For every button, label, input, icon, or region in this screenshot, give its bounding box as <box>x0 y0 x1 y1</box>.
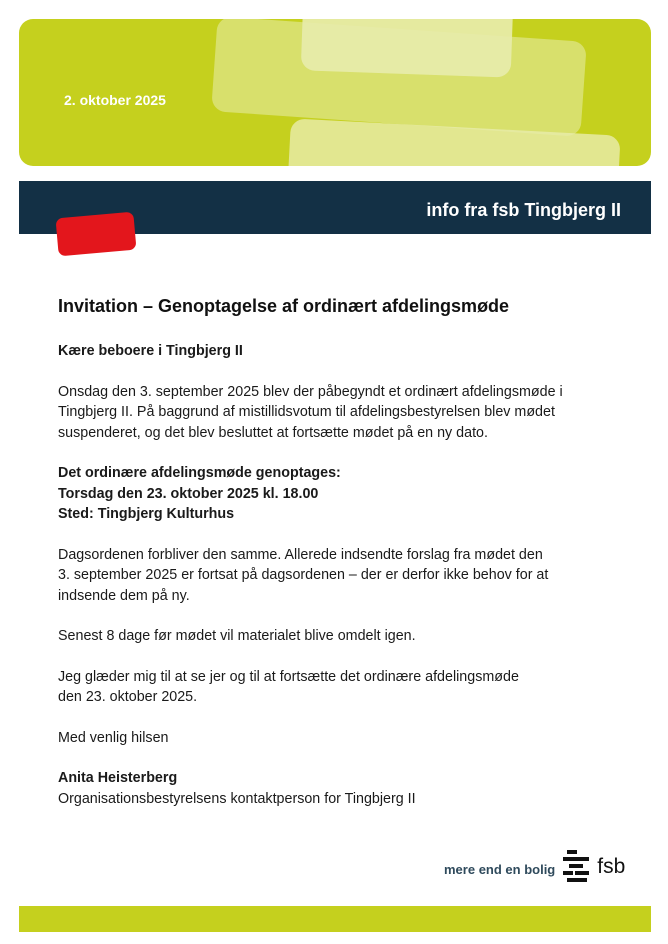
banner-decoration-shape <box>301 19 513 78</box>
letter-body <box>58 296 618 809</box>
meeting-time: Torsdag den 23. oktober 2025 kl. 18.00 <box>58 485 319 502</box>
fsb-logo-text: fsb <box>597 855 626 878</box>
text-line: Dagsordenen forbliver den samme. Allerede indsendte forslag fra mødet den <box>58 546 543 563</box>
header-banner <box>19 19 651 166</box>
tagline: mere end en bolig <box>444 862 556 877</box>
text-line: Onsdag den 3. september 2025 blev der påbegyndt et ordinært afdelingsmøde i <box>58 383 563 400</box>
closing: Med venlig hilsen <box>58 729 169 746</box>
signer-title: Organisationsbestyrelsens kontaktperson for Tingbjerg II <box>58 790 416 807</box>
text-line: 3. september 2025 er fortsat på dagsordenen – der er derfor ikke behov for at <box>58 567 549 583</box>
greeting: Kære beboere i Tingbjerg II <box>58 343 243 359</box>
letter-date: 2. oktober 2025 <box>64 92 166 108</box>
paragraph-agenda <box>58 545 618 607</box>
footer-logo <box>444 848 625 882</box>
letter-title: Invitation – Genoptagelse af ordinært afdelingsmøde <box>58 296 510 316</box>
signature <box>58 768 618 809</box>
signer-name: Anita Heisterberg <box>58 770 178 786</box>
paragraph-closing-remark <box>58 667 618 708</box>
paragraph-intro <box>58 382 618 444</box>
footer-bar <box>19 906 651 932</box>
red-accent-shape <box>55 212 136 257</box>
text-line: Tingbjerg II. På baggrund af mistillidsvotum til afdelingsbestyrelsen blev mødet <box>58 404 555 420</box>
text-line: indsende dem på ny. <box>58 587 190 604</box>
meeting-place: Sted: Tingbjerg Kulturhus <box>58 506 235 522</box>
text-line: suspenderet, og det blev besluttet at fortsætte mødet på en ny dato. <box>58 424 488 441</box>
text-line: den 23. oktober 2025. <box>58 689 198 705</box>
fsb-logo-icon <box>563 848 593 882</box>
text-line: Jeg glæder mig til at se jer og til at fortsætte det ordinære afdelingsmøde <box>58 668 519 685</box>
paragraph-material: Senest 8 dage før mødet vil materialet blive omdelt igen. <box>58 628 416 644</box>
bar-title: info fra fsb Tingbjerg II <box>426 200 621 220</box>
meeting-heading: Det ordinære afdelingsmøde genoptages: <box>58 465 341 481</box>
meeting-details <box>58 463 618 525</box>
